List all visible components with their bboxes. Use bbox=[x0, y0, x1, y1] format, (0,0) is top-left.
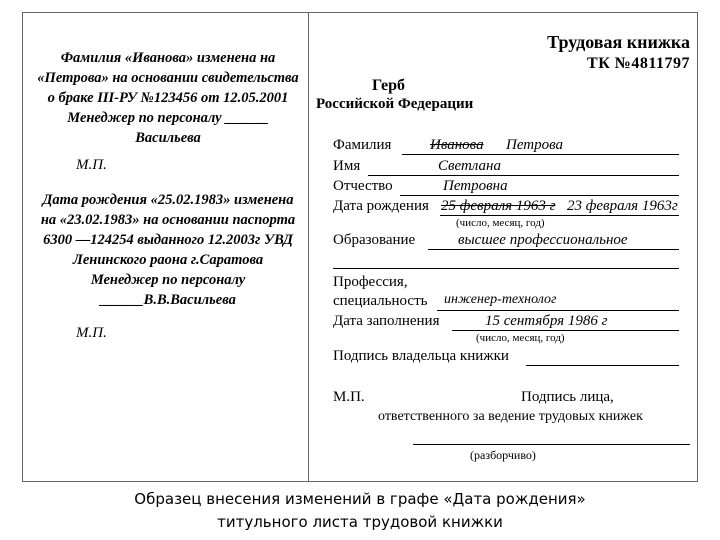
profession-label: Профессия, bbox=[333, 274, 408, 290]
education-value: высшее профессиональное bbox=[458, 232, 628, 248]
responsible-signature-label-2: ответственного за ведение трудовых книжек bbox=[378, 409, 643, 424]
stamp-mark-1: М.П. bbox=[76, 157, 107, 173]
specialty-label: специальность bbox=[333, 293, 428, 309]
specialty-line bbox=[437, 310, 679, 311]
column-divider bbox=[308, 12, 309, 482]
birthdate-hint: (число, месяц, год) bbox=[456, 217, 545, 229]
name-line bbox=[368, 175, 679, 176]
note-line: «Петрова» на основании свидетельства bbox=[37, 70, 299, 86]
name-label: Имя bbox=[333, 158, 361, 174]
birthdate-line bbox=[440, 215, 679, 216]
document-title: Трудовая книжка bbox=[547, 32, 690, 52]
surname-line bbox=[402, 154, 679, 155]
name-value: Светлана bbox=[438, 158, 501, 174]
owner-signature-label: Подпись владельца книжки bbox=[333, 348, 509, 364]
stamp-mark-2: М.П. bbox=[76, 325, 107, 341]
fill-date-label: Дата заполнения bbox=[333, 313, 440, 329]
caption-line-1: Образец внесения изменений в графе «Дата рождения» bbox=[134, 490, 586, 508]
emblem-label: Герб bbox=[372, 77, 405, 94]
note-line: Ленинского раона г.Саратова bbox=[72, 252, 264, 268]
note-line: Менеджер по персоналу ______ bbox=[67, 110, 269, 126]
stamp-mark-3: М.П. bbox=[333, 389, 365, 405]
surname-label: Фамилия bbox=[333, 137, 392, 153]
note-line: о браке III-РУ №123456 от 12.05.2001 bbox=[47, 90, 289, 106]
birthdate-change-note bbox=[30, 190, 306, 310]
birthdate-old-value: 25 февраля 1963 г bbox=[441, 198, 556, 214]
birthdate-label: Дата рождения bbox=[333, 198, 429, 214]
education-label: Образование bbox=[333, 232, 416, 248]
patronymic-line bbox=[400, 195, 679, 196]
patronymic-value: Петровна bbox=[443, 178, 508, 194]
fill-date-hint: (число, месяц, год) bbox=[476, 332, 565, 344]
patronymic-label: Отчество bbox=[333, 178, 393, 194]
fill-date-line bbox=[452, 330, 679, 331]
note-line: Васильева bbox=[135, 130, 201, 146]
federation-label: Российской Федерации bbox=[316, 96, 474, 112]
note-line: на «23.02.1983» на основании паспорта bbox=[40, 212, 296, 228]
surname-change-note bbox=[30, 48, 306, 148]
document-series: ТК №4811797 bbox=[587, 55, 690, 72]
note-line: Дата рождения «25.02.1983» изменена bbox=[42, 192, 294, 208]
education-line bbox=[428, 249, 679, 250]
specialty-value: инженер-технолог bbox=[444, 292, 557, 307]
responsible-signature-label: Подпись лица, bbox=[521, 389, 614, 405]
note-line: ______В.В.Васильева bbox=[100, 292, 236, 308]
legible-hint: (разборчиво) bbox=[470, 448, 536, 462]
birthdate-new-value: 23 февраля 1963г bbox=[567, 198, 678, 214]
surname-old-value: Иванова bbox=[430, 137, 484, 153]
note-line: Менеджер по персоналу bbox=[90, 272, 246, 288]
caption-line-2: титульного листа трудовой книжки bbox=[217, 513, 503, 531]
note-line: 6300 —124254 выданного 12.2003г УВД bbox=[43, 232, 293, 248]
fill-date-value: 15 сентября 1986 г bbox=[485, 313, 608, 329]
responsible-signature-line bbox=[413, 444, 690, 445]
education-line-2 bbox=[333, 268, 679, 269]
owner-signature-line bbox=[526, 365, 679, 366]
note-line: Фамилия «Иванова» изменена на bbox=[60, 50, 276, 66]
surname-new-value: Петрова bbox=[506, 137, 564, 153]
